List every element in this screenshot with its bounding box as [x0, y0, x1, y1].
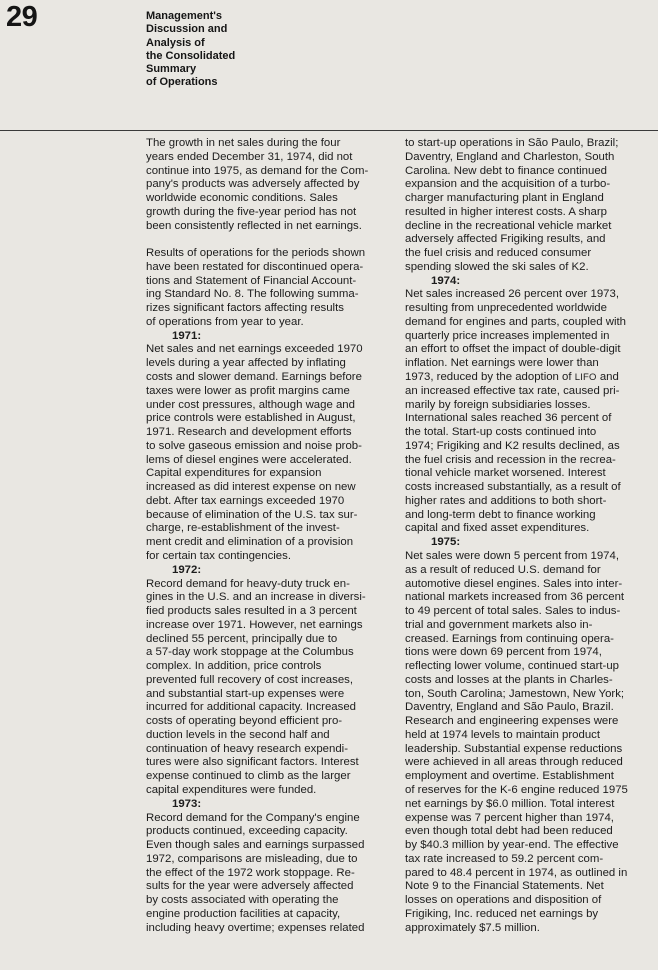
year-heading: 1975: [431, 536, 461, 549]
text-line: tax rate increased to 59.2 percent com- [405, 852, 604, 865]
text-line: increased as did interest expense on new [146, 481, 356, 494]
text-line: tional vehicle market worsened. Interest [405, 467, 606, 480]
text-line: and substantial start-up expenses were [146, 687, 345, 700]
text-line: 1974; Frigiking and K2 results declined, as [405, 439, 620, 452]
section-title-line: Management's [146, 10, 222, 22]
section-title-line: Discussion and [146, 23, 228, 36]
text-line: resulting from unprecedented worldwide [405, 302, 607, 315]
text-line: Net sales were down 5 percent from 1974, [405, 549, 620, 562]
text-line: expense was 7 percent higher than 1974, [405, 811, 614, 824]
text-line: demand for engines and parts, coupled with [405, 315, 626, 328]
text-line: Net sales and net earnings exceeded 1970 [146, 343, 363, 356]
text-line: of operations from year to year. [146, 315, 304, 328]
section-title-line: Analysis of [146, 36, 205, 49]
text-line: resulted in higher interest costs. A sharp [405, 205, 607, 218]
text-line: gines in the U.S. and an increase in diversi- [146, 591, 366, 604]
text-line: decline in the recreational vehicle market [405, 219, 612, 232]
text-line: International sales reached 36 percent of [405, 412, 612, 425]
text-line: as a result of reduced U.S. demand for [405, 563, 601, 576]
text-line: quarterly price increases implemented in [405, 329, 610, 342]
text-line: costs and losses at the plants in Charles- [405, 673, 613, 686]
text-line: charge, re-establishment of the invest- [146, 522, 340, 535]
text-line: pared to 48.4 percent in 1974, as outlined in [405, 866, 628, 879]
text-line: capital expenditures were funded. [146, 783, 317, 796]
text-line: worldwide economic conditions. Sales [146, 192, 338, 205]
text-line: under cost pressures, although wage and [146, 398, 355, 411]
horizontal-divider [0, 130, 658, 131]
text-line: charger manufacturing plant in England [405, 192, 604, 205]
text-line: costs and slower demand. Earnings before [146, 371, 362, 384]
text-line: costs increased substantially, as a result of [405, 481, 621, 494]
text-line: to 49 percent of total sales. Sales to indus- [405, 605, 621, 618]
text-line: losses on operations and disposition of [405, 894, 602, 907]
text-line: 1973, reduced by the adoption of LIFO and [405, 371, 619, 384]
text-line: net earnings by $6.0 million. Total interest [405, 797, 615, 810]
text-line: the fuel crisis and reduced consumer [405, 247, 592, 260]
text-line: an increased effective tax rate, caused pri- [405, 384, 620, 397]
text-line: rizes significant factors affecting results [146, 302, 344, 315]
text-line: Daventry, England and São Paulo, Brazil. [405, 701, 614, 714]
text-line: inflation. Net earnings were lower than [405, 357, 599, 370]
text-line: The growth in net sales during the four [146, 137, 341, 149]
text-line: pany's products was adversely affected by [146, 178, 360, 191]
page-number: 29 [6, 1, 38, 33]
text-line: products continued, exceeding capacity. [146, 825, 348, 838]
text-line: tures were also significant factors. Interest [146, 756, 359, 769]
text-line: even though total debt had been reduced [405, 825, 613, 838]
text-line: tions and Statement of Financial Account- [146, 274, 357, 287]
section-title [146, 10, 235, 90]
text-line: spending slowed the ski sales of K2. [405, 260, 589, 273]
text-line: continue into 1975, as demand for the Com- [146, 164, 369, 177]
text-line: growth during the five-year period has not [146, 205, 357, 218]
text-line: duction levels in the second half and [146, 728, 330, 741]
text-line: years ended December 31, 1974, did not [146, 150, 353, 163]
text-line: of reserves for the K-6 engine reduced 1975 [405, 783, 628, 796]
text-line: ment credit and elimination of a provision [146, 536, 354, 549]
text-line: national markets increased from 36 percent [405, 591, 625, 604]
text-line: reflecting lower volume, continued start-up [405, 660, 619, 673]
text-line: 1971. Research and development efforts [146, 426, 352, 439]
text-line: fied products sales resulted in a 3 percent [146, 605, 357, 618]
year-heading: 1973: [172, 797, 202, 810]
section-title-line: of Operations [146, 76, 218, 89]
text-line: prevented full recovery of cost increases, [146, 673, 354, 686]
text-line: capital and fixed asset expenditures. [405, 522, 590, 535]
text-line: have been restated for discontinued opera- [146, 260, 364, 273]
text-line: Note 9 to the Financial Statements. Net [405, 880, 604, 893]
text-line: by costs associated with operating the [146, 894, 339, 907]
year-heading: 1974: [431, 274, 461, 287]
text-line: debt. After tax earnings exceeded 1970 [146, 494, 345, 507]
section-title-line: the Consolidated [146, 49, 236, 62]
text-line: Record demand for heavy-duty truck en- [146, 577, 350, 590]
text-line: engine production facilities at capacity, [146, 907, 341, 920]
text-line: to solve gaseous emission and noise prob- [146, 439, 362, 452]
text-line: taxes were lower as profit margins came [146, 384, 350, 397]
text-line: the effect of the 1972 work stoppage. Re- [146, 866, 355, 879]
text-line: the fuel crisis and recession in the recrea- [405, 453, 616, 466]
text-line: by $40.3 million by year-end. The effective [405, 839, 619, 852]
text-line: because of elimination of the U.S. tax sur- [146, 508, 358, 521]
text-line: costs of operating beyond efficient pro- [146, 715, 343, 728]
text-line: ing Standard No. 8. The following summa- [146, 288, 359, 301]
text-line: lems of diesel engines were accelerated. [146, 453, 352, 466]
text-line: Results of operations for the periods shown [146, 247, 366, 260]
text-line: declined 55 percent, principally due to [146, 632, 338, 645]
text-line: Capital expenditures for expansion [146, 467, 322, 480]
text-line: increase over 1971. However, net earnings [146, 618, 363, 631]
left-text-column [146, 137, 390, 935]
year-heading: 1971: [172, 329, 202, 342]
text-line: to start-up operations in São Paulo, Brazil; [405, 137, 619, 149]
text-line: Even though sales and earnings surpassed [146, 839, 365, 852]
text-line: creased. Earnings from continuing opera- [405, 632, 614, 645]
text-line: Net sales increased 26 percent over 1973, [405, 288, 620, 301]
text-line: higher rates and additions to both short- [405, 494, 607, 507]
text-line: levels during a year affected by inflating [146, 357, 346, 370]
text-line: adversely affected Frigiking results, and [405, 233, 606, 246]
text-line: complex. In addition, price controls [146, 660, 322, 673]
text-line: for certain tax contingencies. [146, 549, 291, 562]
text-line: ton, South Carolina; Jamestown, New York; [405, 687, 625, 700]
text-line: the total. Start-up costs continued into [405, 426, 597, 439]
right-text-column [405, 137, 645, 935]
section-title-line: Summary [146, 63, 197, 76]
text-line: trial and government markets also in- [405, 618, 593, 631]
text-line: expansion and the acquisition of a turbo- [405, 178, 611, 191]
text-line: approximately $7.5 million. [405, 921, 540, 934]
text-line: automotive diesel engines. Sales into inter- [405, 577, 623, 590]
text-line: continuation of heavy research expendi- [146, 742, 348, 755]
text-line: tions were down 69 percent from 1974, [405, 646, 602, 659]
text-line: Daventry, England and Charleston, South [405, 150, 615, 163]
text-line: Record demand for the Company's engine [146, 811, 360, 824]
text-line: Frigiking, Inc. reduced net earnings by [405, 907, 599, 920]
text-line: and long-term debt to finance working [405, 508, 596, 521]
text-line: including heavy overtime; expenses related [146, 921, 365, 934]
text-line: expense continued to climb as the larger [146, 770, 351, 783]
text-line: employment and overtime. Establishment [405, 770, 614, 783]
text-line: were achieved in all areas through reduced [405, 756, 623, 769]
text-line: sults for the year were adversely affected [146, 880, 354, 893]
text-line: 1972, comparisons are misleading, due to [146, 852, 358, 865]
small-caps-term: LIFO [574, 372, 597, 384]
text-line: Research and engineering expenses were [405, 715, 619, 728]
text-line: been consistently reflected in net earnings. [146, 219, 362, 232]
year-heading: 1972: [172, 563, 202, 576]
paragraph-gap [146, 233, 390, 247]
text-line: price controls were established in August, [146, 412, 356, 425]
text-line: Carolina. New debt to finance continued [405, 164, 607, 177]
text-line: marily by foreign subsidiaries losses. [405, 398, 591, 411]
text-line: held at 1974 levels to maintain product [405, 728, 601, 741]
text-line: leadership. Substantial expense reductions [405, 742, 623, 755]
text-line: a 57-day work stoppage at the Columbus [146, 646, 354, 659]
text-line: incurred for additional capacity. Increased [146, 701, 356, 714]
text-line: an effort to offset the impact of double-digit [405, 343, 621, 356]
